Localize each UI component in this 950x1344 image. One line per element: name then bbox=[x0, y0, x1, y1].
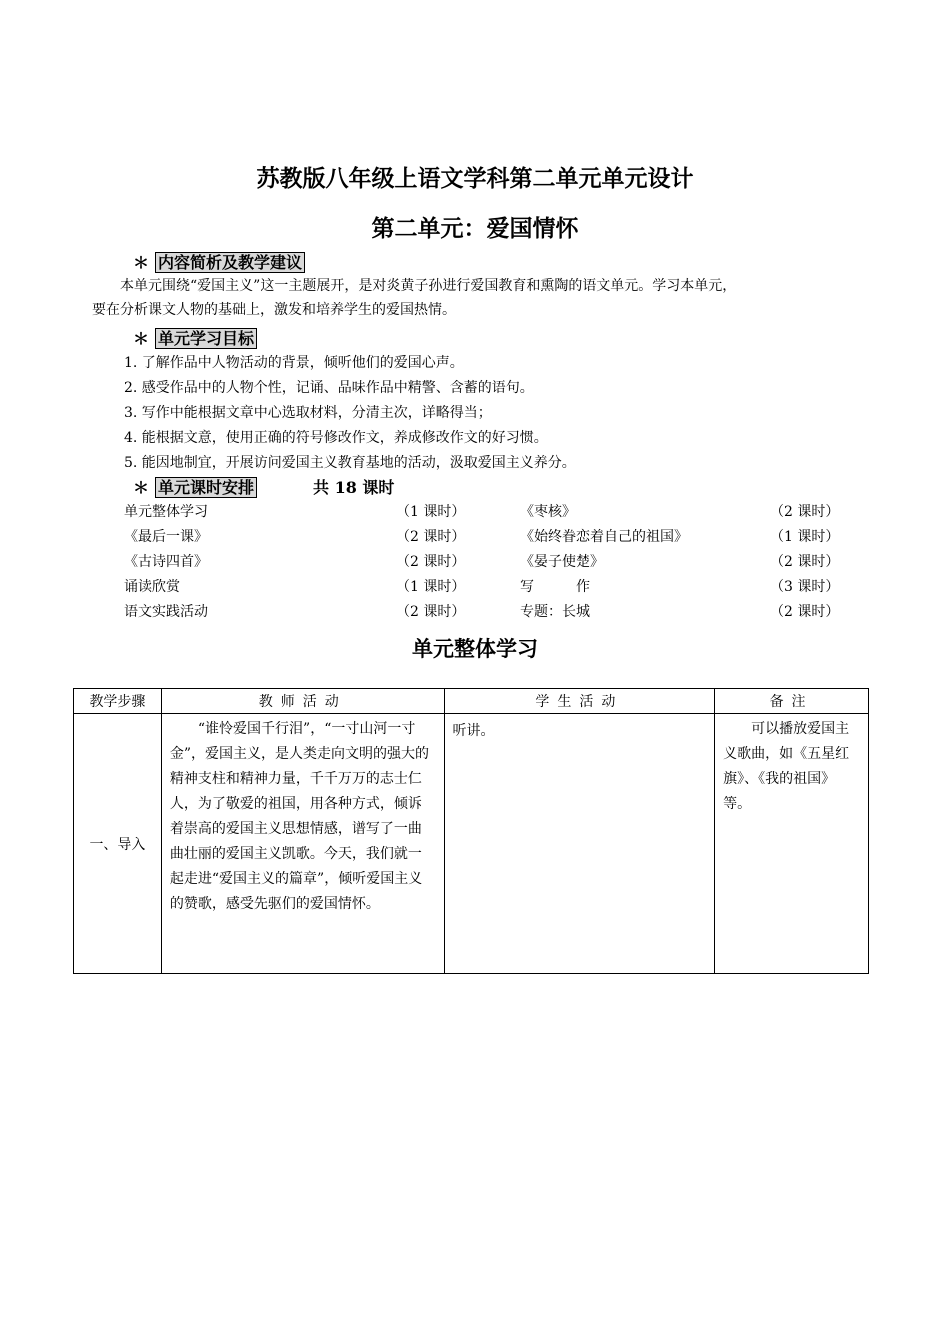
section-heading-label: 单元学习目标 bbox=[155, 328, 257, 349]
schedule-hours: （3 课时） bbox=[770, 579, 840, 595]
teacher-activity-text: “谁怜爱国千行泪”，“一寸山河一寸金”，爱国主义，是人类走向文明的强大的精神支柱和精神力量，千千万万的志士仁人，为了敬爱的祖国，用各种方式，倾诉着崇高的爱国主义思想情感，谱写了一曲曲壮丽的爱国主义凯歌。今天，我们就一起走进“爱国主义的篇章”，倾听爱国主义的赞歌，感受先驱们的爱国情怀。 bbox=[169, 721, 430, 912]
schedule-item: 《枣核》 bbox=[520, 504, 576, 520]
cell-step: 一、导入 bbox=[74, 714, 162, 974]
section-heading-label: 单元课时安排 bbox=[155, 477, 257, 498]
column-header-note: 备注 bbox=[715, 689, 869, 714]
schedule-hours: （2 课时） bbox=[770, 604, 840, 620]
objective-item: 5. 能因地制宜，开展访问爱国主义教育基地的活动，汲取爱国主义养分。 bbox=[124, 455, 576, 471]
schedule-item: 写 作 bbox=[520, 579, 590, 595]
table-header-row bbox=[74, 689, 869, 714]
overview-paragraph-line2: 要在分析课文人物的基础上，激发和培养学生的爱国热情。 bbox=[92, 302, 456, 318]
objective-item: 4. 能根据文意，使用正确的符号修改作文，养成修改作文的好习惯。 bbox=[124, 430, 548, 446]
overview-paragraph-line1: 本单元围绕“爱国主义”这一主题展开，是对炎黄子孙进行爱国教育和熏陶的语文单元。学习本单元， bbox=[120, 278, 737, 294]
section-heading-overview bbox=[133, 250, 305, 273]
objective-item: 2. 感受作品中的人物个性，记诵、品味作品中精警、含蓄的语句。 bbox=[124, 380, 534, 396]
section-heading-label: 内容简析及教学建议 bbox=[155, 252, 305, 273]
schedule-item: 单元整体学习 bbox=[124, 504, 208, 520]
cell-teacher-activity bbox=[161, 714, 444, 974]
schedule-item: 语文实践活动 bbox=[124, 604, 208, 620]
schedule-total: 共 18 课时 bbox=[313, 478, 395, 497]
schedule-hours: （2 课时） bbox=[396, 554, 466, 570]
cell-note bbox=[715, 714, 869, 974]
objective-item: 1. 了解作品中人物活动的背景，倾听他们的爱国心声。 bbox=[124, 355, 464, 371]
schedule-item: 专题：长城 bbox=[520, 604, 590, 620]
schedule-hours: （1 课时） bbox=[396, 579, 466, 595]
schedule-item: 《最后一课》 bbox=[124, 529, 208, 545]
table-row bbox=[74, 714, 869, 974]
schedule-hours: （2 课时） bbox=[770, 504, 840, 520]
document-subtitle: 第二单元：爱国情怀 bbox=[371, 215, 579, 242]
schedule-item: 《始终眷恋着自己的祖国》 bbox=[520, 529, 688, 545]
star-icon: ＊ bbox=[133, 478, 150, 497]
objective-item: 3. 写作中能根据文章中心选取材料，分清主次，详略得当； bbox=[124, 405, 492, 421]
column-header-student: 学生活动 bbox=[444, 689, 715, 714]
section-heading-objectives bbox=[133, 326, 257, 349]
schedule-item: 诵读欣赏 bbox=[124, 579, 180, 595]
document-title: 苏教版八年级上语文学科第二单元单元设计 bbox=[256, 165, 694, 192]
column-header-teacher: 教师活动 bbox=[161, 689, 444, 714]
schedule-item: 《古诗四首》 bbox=[124, 554, 208, 570]
schedule-hours: （2 课时） bbox=[770, 554, 840, 570]
cell-student-activity: 听讲。 bbox=[444, 714, 715, 974]
star-icon: ＊ bbox=[133, 329, 150, 348]
note-text: 可以播放爱国主义歌曲，如《五星红旗》、《我的祖国》等。 bbox=[723, 721, 850, 812]
schedule-item: 《晏子使楚》 bbox=[520, 554, 604, 570]
section-heading-schedule bbox=[133, 475, 257, 498]
section-title-unit-study: 单元整体学习 bbox=[412, 636, 538, 661]
schedule-hours: （2 课时） bbox=[396, 604, 466, 620]
star-icon: ＊ bbox=[133, 253, 150, 272]
schedule-hours: （1 课时） bbox=[770, 529, 840, 545]
column-header-step: 教学步骤 bbox=[74, 689, 162, 714]
schedule-hours: （2 课时） bbox=[396, 529, 466, 545]
schedule-hours: （1 课时） bbox=[396, 504, 466, 520]
lesson-table bbox=[73, 688, 869, 974]
